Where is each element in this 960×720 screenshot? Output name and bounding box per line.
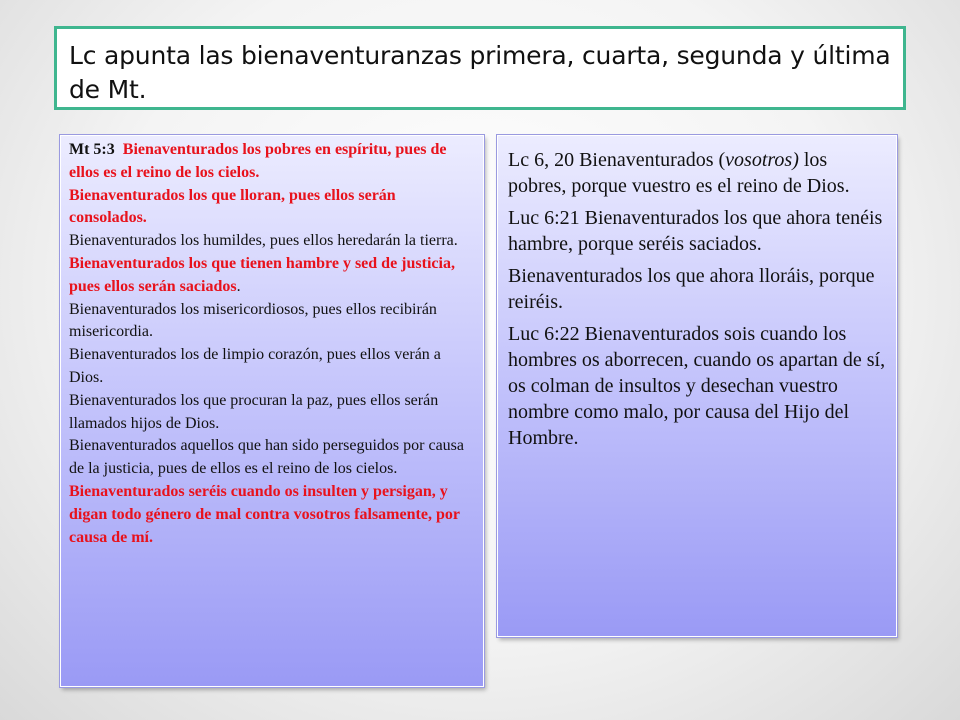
matthew-reference: Mt 5:3 xyxy=(69,141,115,158)
luke-text xyxy=(508,147,886,451)
beatitude-6: Bienaventurados los de limpio corazón, pues ellos verán a Dios. xyxy=(69,346,441,386)
beatitude-8: Bienaventurados aquellos que han sido perseguidos por causa de la justicia, pues de ellos es el reino de los cielos. xyxy=(69,437,465,478)
luke-paragraph-4: Luc 6:22 Bienaventurados sois cuando los hombres os aborrecen, cuando os apartan de sí, os colman de insultos y desechan vuestro nombre como malo, por causa del Hijo del Hombre. xyxy=(508,323,886,449)
luke-paragraph-1 xyxy=(508,147,886,199)
beatitude-9: Bienaventurados seréis cuando os insulten y persigan, y digan todo género de mal contra vosotros falsamente, por causa de mí. xyxy=(69,482,460,546)
slide-title: Lc apunta las bienaventuranzas primera, cuarta, segunda y última de Mt. xyxy=(69,41,891,104)
title-box xyxy=(54,26,906,110)
luke-6-20-end: los pobres, porque vuestro es el reino de Dios. xyxy=(508,149,850,197)
matthew-panel xyxy=(60,135,484,687)
luke-6-20-vosotros: vosotros) xyxy=(725,149,799,171)
beatitude-5: Bienaventurados los misericordiosos, pues ellos recibirán misericordia. xyxy=(69,300,437,341)
beatitude-3: Bienaventurados los humildes, pues ellos heredarán la tierra. xyxy=(69,232,458,250)
matthew-text xyxy=(69,139,474,549)
luke-6-20-start: Lc 6, 20 Bienaventurados ( xyxy=(508,149,726,171)
luke-paragraph-2: Luc 6:21 Bienaventurados los que ahora tenéis hambre, porque seréis saciados. xyxy=(508,207,883,255)
luke-paragraph-3: Bienaventurados los que ahora lloráis, porque reiréis. xyxy=(508,265,875,313)
beatitude-2: Bienaventurados los que lloran, pues ellos serán consolados. xyxy=(69,186,396,227)
luke-panel xyxy=(497,135,897,637)
beatitude-1: Bienaventurados los pobres en espíritu, pues de ellos es el reino de los cielos. xyxy=(69,141,447,181)
beatitude-4: Bienaventurados los que tienen hambre y sed de justicia, pues ellos serán saciados xyxy=(69,254,455,295)
beatitude-4-period: . xyxy=(236,277,241,295)
beatitude-7: Bienaventurados los que procuran la paz, pues ellos serán llamados hijos de Dios. xyxy=(69,391,439,432)
